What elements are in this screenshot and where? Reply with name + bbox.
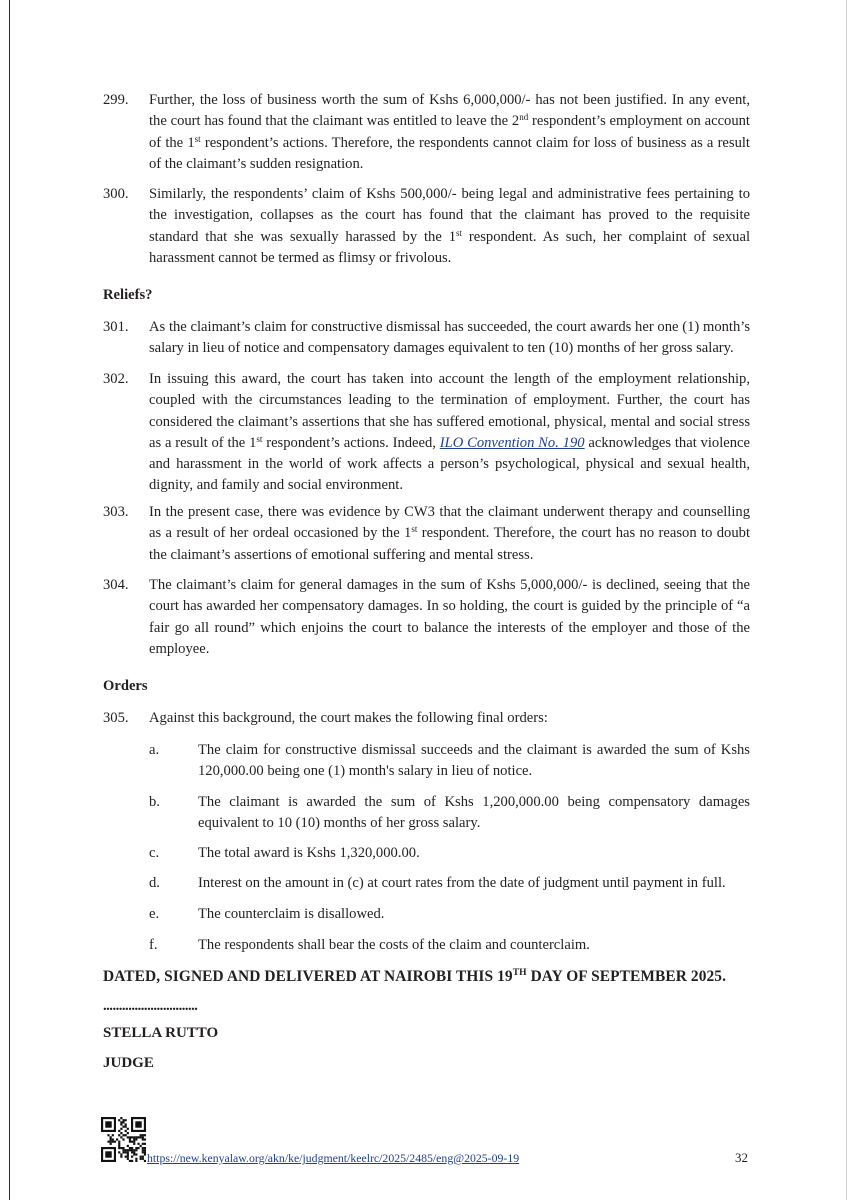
paragraph-305 <box>103 708 750 729</box>
order-letter: a. <box>149 742 160 758</box>
dated-signed-line: DATED, SIGNED AND DELIVERED AT NAIROBI THIS 19TH DAY OF SEPTEMBER 2025. <box>103 968 727 985</box>
page-right-border <box>846 0 847 1200</box>
page-left-border <box>9 0 10 1200</box>
paragraph-304 <box>103 575 750 660</box>
paragraph-303 <box>103 502 750 566</box>
paragraph-text: Against this background, the court makes the following final orders: <box>149 710 548 726</box>
paragraph-301 <box>103 317 750 360</box>
order-letter: f. <box>149 937 158 953</box>
paragraph-number: 301. <box>103 319 129 335</box>
order-item-f <box>149 935 750 956</box>
order-item-d <box>149 873 750 894</box>
order-letter: c. <box>149 845 160 861</box>
signature-line: .............................. <box>103 998 198 1014</box>
paragraph-text: Further, the loss of business worth the sum of Kshs 6,000,000/- has not been justified. In any event, the court has found that the claimant was entitled to leave the 2nd respondent’s employment on account of the 1st respondent’s actions. Therefore, the respondents cannot claim for loss of business as a result of the claimant’s sudden resignation. <box>149 92 750 172</box>
paragraph-text: The claimant’s claim for general damages in the sum of Kshs 5,000,000/- is declined, seeing that the court has awarded her compensatory damages. In so holding, the court is guided by the principle of “a fair go all round” which enjoins the court to balance the interests of the employer and those of the employee. <box>149 577 750 657</box>
order-item-b <box>149 792 750 834</box>
paragraph-text: In issuing this award, the court has taken into account the length of the employment relationship, coupled with the circumstances leading to the termination of employment. Further, the court has considered the claimant’s assertions that she has suffered emotional, physical, mental and social stress as a result of the 1st respondent’s actions. Indeed, ILO Convention No. 190 acknowledges that violence and harassment in the world of work affects a person’s psychological, physical and sexual health, dignity, and family and social environment. <box>149 371 750 494</box>
order-letter: d. <box>149 875 160 891</box>
order-text: The claimant is awarded the sum of Kshs 1,200,000.00 being compensatory damages equivalent to 10 (10) months of her gross salary. <box>198 794 750 831</box>
paragraph-text: Similarly, the respondents’ claim of Kshs 500,000/- being legal and administrative fees pertaining to the investigation, collapses as the court has found that the claimant has proved to the requisite standard that she was sexually harassed by the 1st respondent. As such, her complaint of sexual harassment cannot be termed as flimsy or frivolous. <box>149 186 750 266</box>
footer-source-link[interactable]: https://new.kenyalaw.org/akn/ke/judgment/keelrc/2025/2485/eng@2025-09-19 <box>147 1151 520 1165</box>
order-text: The claim for constructive dismissal succeeds and the claimant is awarded the sum of Kshs 120,000.00 being one (1) month's salary in lieu of notice. <box>198 742 750 779</box>
paragraph-number: 300. <box>103 186 129 202</box>
paragraph-number: 305. <box>103 710 129 726</box>
paragraph-number: 304. <box>103 577 129 593</box>
order-text: The total award is Kshs 1,320,000.00. <box>198 845 420 861</box>
order-item-c <box>149 843 750 864</box>
order-text: The respondents shall bear the costs of the claim and counterclaim. <box>198 937 590 953</box>
paragraph-number: 303. <box>103 504 129 520</box>
order-letter: e. <box>149 906 160 922</box>
heading-orders: Orders <box>103 678 148 694</box>
order-letter: b. <box>149 794 160 810</box>
judge-name: STELLA RUTTO <box>103 1025 219 1041</box>
order-text: Interest on the amount in (c) at court rates from the date of judgment until payment in full. <box>198 875 726 891</box>
heading-reliefs: Reliefs? <box>103 287 153 303</box>
paragraph-text: In the present case, there was evidence by CW3 that the claimant underwent therapy and counselling as a result of her ordeal occasioned by the 1st respondent. Therefore, the court has no reason to doubt the claimant’s assertions of emotional suffering and mental stress. <box>149 504 750 563</box>
paragraph-302 <box>103 369 750 497</box>
paragraph-number: 302. <box>103 371 129 387</box>
paragraph-text: As the claimant’s claim for constructive dismissal has succeeded, the court awards her one (1) month’s salary in lieu of notice and compensatory damages equivalent to ten (10) months of her gross salary. <box>149 319 750 357</box>
paragraph-number: 299. <box>103 92 129 108</box>
order-item-a <box>149 740 750 782</box>
qr-code-icon <box>101 1117 146 1162</box>
ilo-convention-link[interactable]: ILO Convention No. 190 <box>439 434 585 451</box>
order-text: The counterclaim is disallowed. <box>198 906 385 922</box>
order-item-e <box>149 904 750 925</box>
paragraph-299 <box>103 90 750 175</box>
paragraph-300 <box>103 184 750 269</box>
page-number: 32 <box>735 1150 748 1165</box>
judge-title: JUDGE <box>103 1055 154 1071</box>
